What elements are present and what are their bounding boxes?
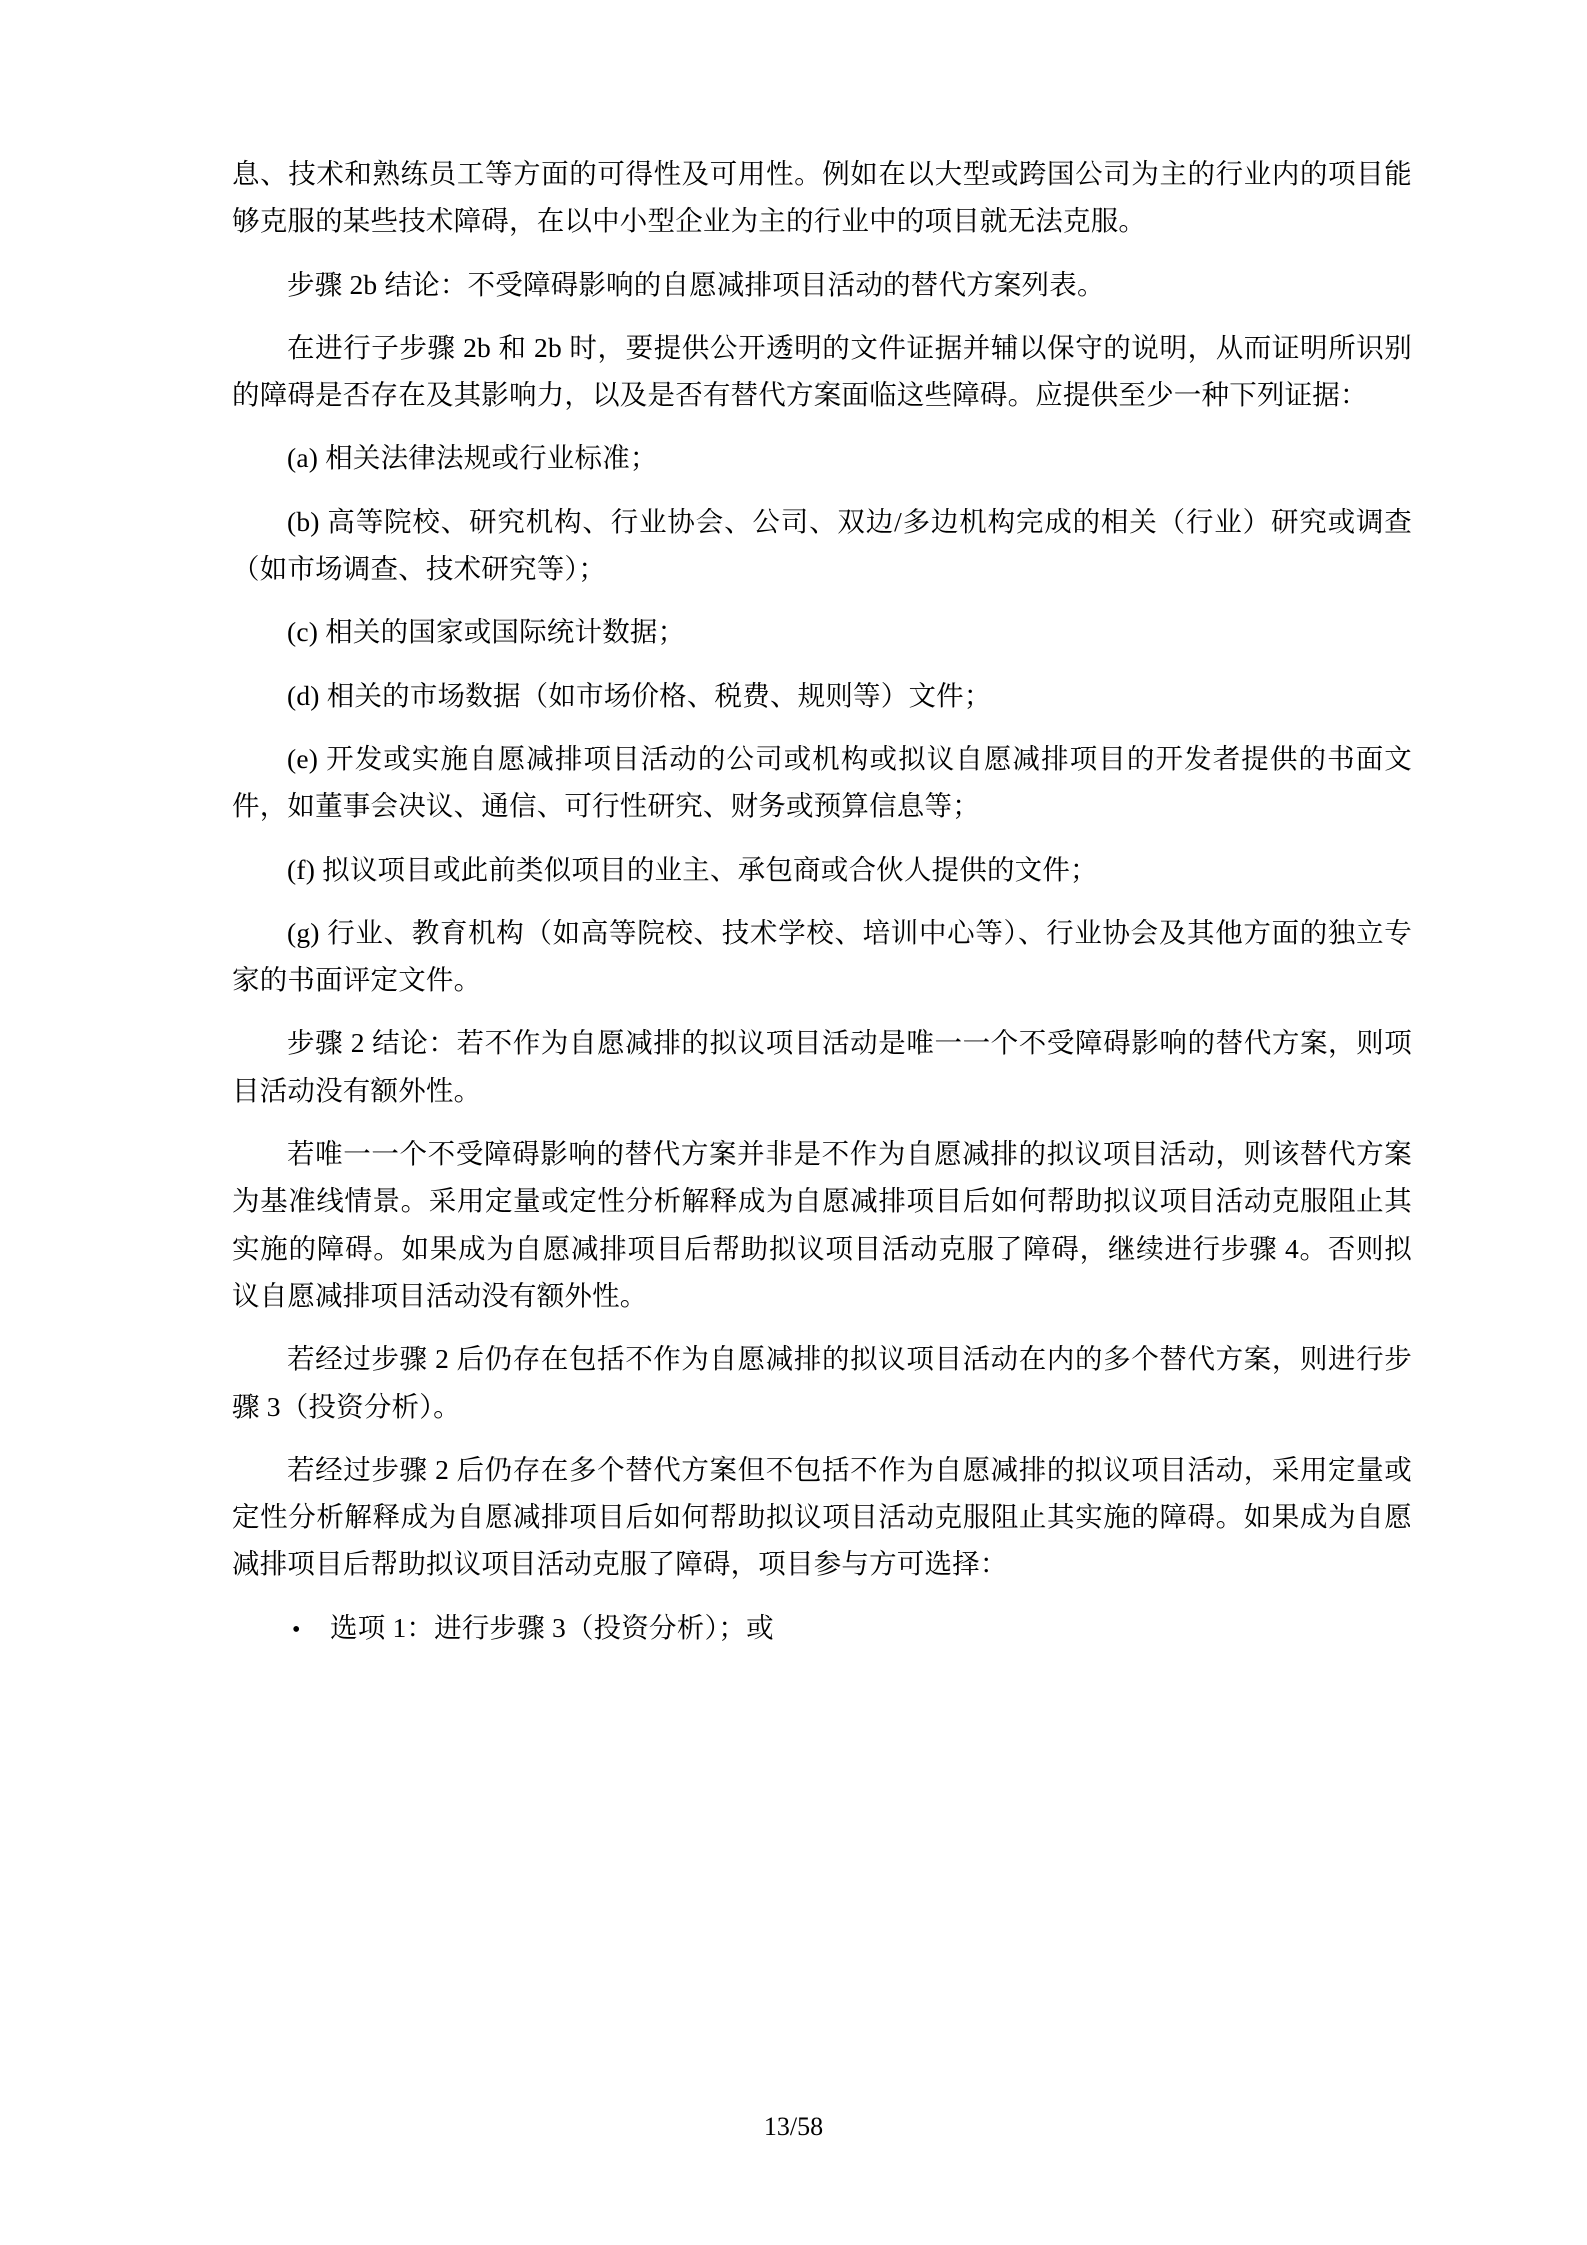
paragraph-evidence-f: (f) 拟议项目或此前类似项目的业主、承包商或合伙人提供的文件； <box>287 853 1098 885</box>
paragraph-evidence-g: (g) 行业、教育机构（如高等院校、技术学校、培训中心等）、行业协会及其他方面的独立专家的书面评定文件。 <box>232 916 1412 996</box>
list-item <box>232 1604 1412 1651</box>
paragraph-step3-investment: 若经过步骤 2 后仍存在包括不作为自愿减排的拟议项目活动在内的多个替代方案，则进行步骤 3（投资分析）。 <box>232 1343 1412 1422</box>
paragraph-alternatives-options: 若经过步骤 2 后仍存在多个替代方案但不包括不作为自愿减排的拟议项目活动，采用定量或定性分析解释成为自愿减排项目后如何帮助拟议项目活动克服阻止其实施的障碍。如果成为自愿减排项目后帮助拟议项目活动克服了障碍，项目参与方可选择： <box>232 1453 1412 1580</box>
paragraph-substep-evidence-intro: 在进行子步骤 2b 和 2b 时，要提供公开透明的文件证据并辅以保守的说明，从而证明所识别的障碍是否存在及其影响力，以及是否有替代方案面临这些障碍。应提供至少一种下列证据： <box>232 331 1412 411</box>
paragraph-evidence-c: (c) 相关的国家或国际统计数据； <box>287 616 686 648</box>
paragraph-evidence-e: (e) 开发或实施自愿减排项目活动的公司或机构或拟议自愿减排项目的开发者提供的书面文件，如董事会决议、通信、可行性研究、财务或预算信息等； <box>232 742 1412 822</box>
paragraph-continued: 息、技术和熟练员工等方面的可得性及可用性。例如在以大型或跨国公司为主的行业内的项目能够克服的某些技术障碍，在以中小型企业为主的行业中的项目就无法克服。 <box>232 158 1412 237</box>
paragraph-evidence-a: (a) 相关法律法规或行业标准； <box>287 442 658 474</box>
list-item-label: 选项 1：进行步骤 3（投资分析）；或 <box>330 1611 774 1643</box>
bullet-dot-icon: • <box>292 1616 301 1643</box>
page-footer <box>0 2112 1587 2142</box>
document-body <box>232 150 1412 1651</box>
page-number: 13/58 <box>763 2112 824 2141</box>
paragraph-evidence-d: (d) 相关的市场数据（如市场价格、税费、规则等）文件； <box>287 679 992 711</box>
paragraph-step2b-conclusion: 步骤 2b 结论：不受障碍影响的自愿减排项目活动的替代方案列表。 <box>287 268 1105 300</box>
paragraph-baseline-scenario: 若唯一一个不受障碍影响的替代方案并非是不作为自愿减排的拟议项目活动，则该替代方案为基准线情景。采用定量或定性分析解释成为自愿减排项目后如何帮助拟议项目活动克服阻止其实施的障碍。如果成为自愿减排项目后帮助拟议项目活动克服了障碍，继续进行步骤 4。否则拟议自愿减排项目活动没有额外性。 <box>232 1138 1412 1311</box>
paragraph-evidence-b: (b) 高等院校、研究机构、行业协会、公司、双边/多边机构完成的相关（行业）研究或调查（如市场调查、技术研究等）； <box>232 505 1412 585</box>
paragraph-step2-conclusion: 步骤 2 结论：若不作为自愿减排的拟议项目活动是唯一一个不受障碍影响的替代方案，则项目活动没有额外性。 <box>232 1027 1412 1106</box>
